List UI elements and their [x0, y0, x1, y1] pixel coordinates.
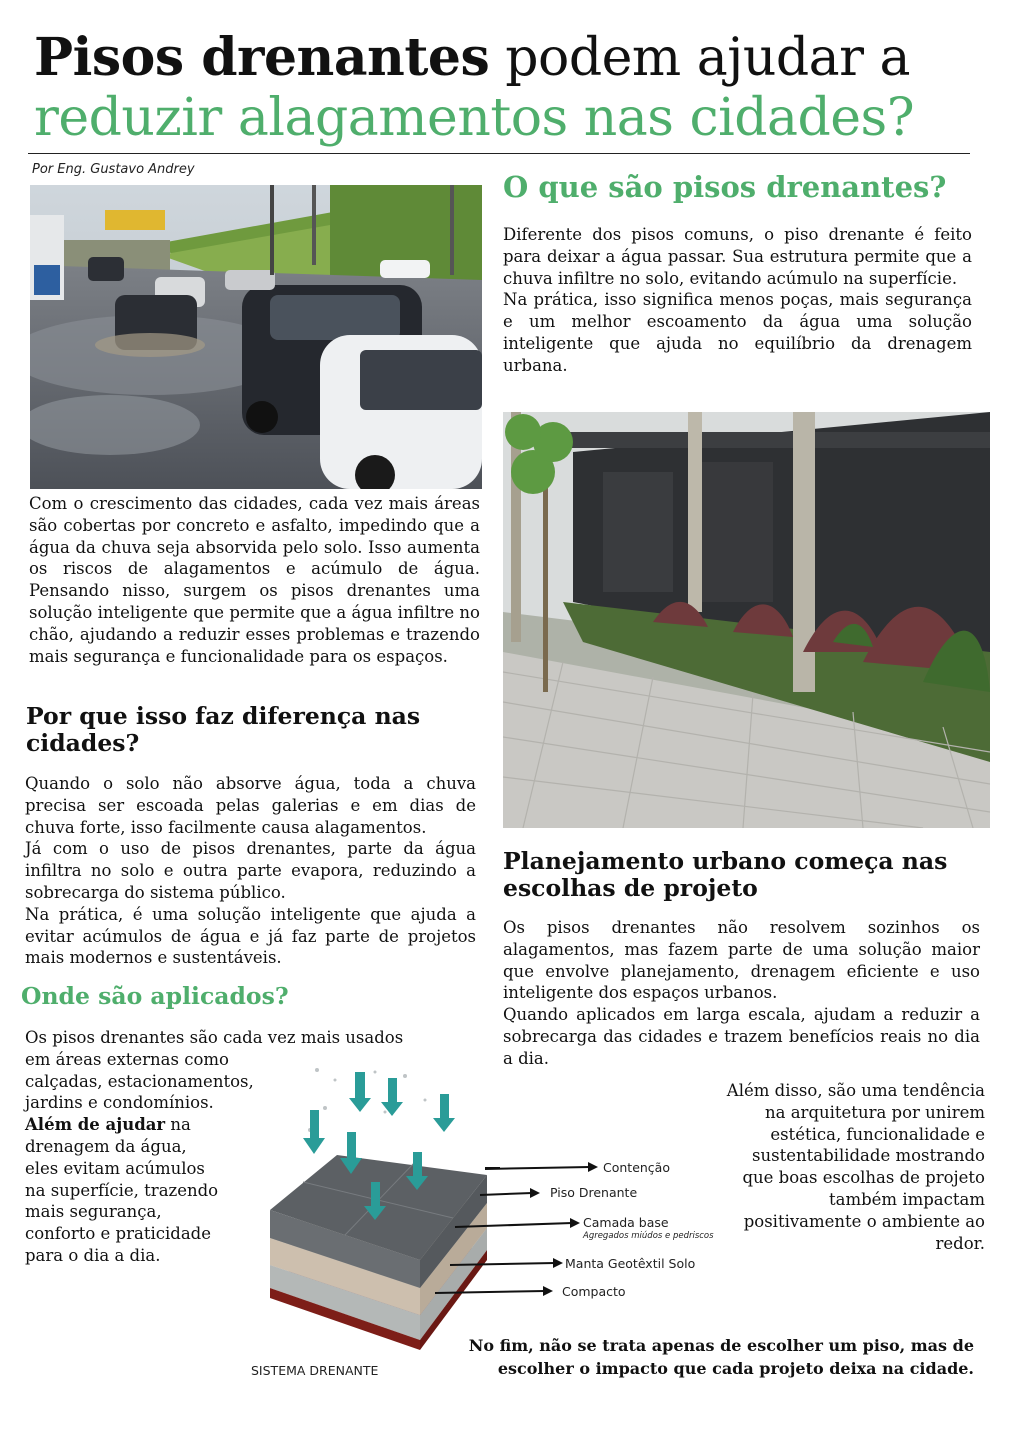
title-divider	[28, 153, 970, 154]
why-paragraph-2: Já com o uso de pisos drenantes, parte da água infiltra no solo e outra parte evapora, reduzindo a sobrecarga do sistema público.	[25, 839, 476, 902]
aside-line: também impactam	[828, 1189, 985, 1209]
heading-what-are: O que são pisos drenantes?	[503, 170, 947, 204]
label-contencao: Contenção	[603, 1160, 670, 1175]
where-line: em áreas externas como	[25, 1049, 229, 1069]
heading-urban-planning: Planejamento urbano começa nas escolhas de projeto	[503, 847, 948, 902]
closing-line-1: No fim, não se trata apenas de escolher um piso, mas de	[468, 1336, 974, 1355]
aside-line: Além disso, são uma tendência	[726, 1081, 985, 1100]
label-camada-base-sub: Agregados miúdos e pedriscos	[583, 1231, 714, 1241]
where-line: conforto e praticidade	[25, 1224, 211, 1244]
where-line: drenagem da água,	[25, 1136, 187, 1156]
author-byline: Por Eng. Gustavo Andrey	[32, 162, 195, 177]
planning-paragraph-1: Os pisos drenantes não resolvem sozinhos os alagamentos, mas fazem parte de uma solução maior que envolve planejamento, drenagem eficiente e uso inteligente dos espaços urbanos.	[503, 918, 980, 1003]
diagram-leader-lines	[420, 1155, 610, 1300]
trend-aside	[695, 1080, 985, 1254]
heading-why-matters: Por que isso faz diferença nas cidades?	[26, 702, 421, 757]
where-line: calçadas, estacionamentos,	[25, 1071, 254, 1091]
why-paragraph-1: Quando o solo não absorve água, toda a chuva precisa ser escoada pelas galerias e em dias de chuva forte, isso facilmente causa alagamentos.	[25, 774, 476, 837]
what-are-paragraph-2: Na prática, isso significa menos poças, mais segurança e um melhor escoamento da água uma solução inteligente que ajuda no equilíbrio da drenagem urbana.	[503, 290, 972, 375]
what-are-paragraph-1: Diferente dos pisos comuns, o piso drenante é feito para deixar a água passar. Sua estrutura permite que a chuva infiltre no solo, evitando acúmulo na superfície.	[503, 225, 972, 288]
label-camada-base: Camada base	[583, 1215, 669, 1230]
where-line: Além de ajudar na	[25, 1115, 191, 1135]
aside-line: na arquitetura por unirem	[765, 1102, 985, 1122]
aside-line: que boas escolhas de projeto	[742, 1168, 985, 1188]
label-compacto: Compacto	[562, 1284, 626, 1299]
intro-paragraph: Com o crescimento das cidades, cada vez mais áreas são cobertas por concreto e asfalto, impedindo que a água da chuva seja absorvida pelo solo. Isso aumenta os riscos de alagamentos e acúmulo de água. Pensando nisso, surgem os pisos drenantes uma solução inteligente que permite que a água infiltre no chão, ajudando a reduzir esses problemas e trazendo mais segurança e funcionalidade para os espaços.	[29, 494, 480, 666]
urban-planning-text	[503, 917, 980, 1070]
diagram-caption: SISTEMA DRENANTE	[251, 1363, 379, 1378]
page-title-line2: reduzir alagamentos nas cidades?	[34, 88, 915, 148]
label-piso-drenante: Piso Drenante	[550, 1185, 638, 1200]
where-line: jardins e condomínios.	[25, 1093, 214, 1113]
aside-line: positivamente o ambiente ao	[743, 1211, 985, 1231]
where-line: na superfície, trazendo	[25, 1180, 219, 1200]
heading-where-applied: Onde são aplicados?	[21, 982, 289, 1010]
planning-paragraph-2: Quando aplicados em larga escala, ajudam a reduzir a sobrecarga das cidades e trazem benefícios reais no dia a dia.	[503, 1005, 980, 1068]
closing-statement	[454, 1334, 974, 1380]
where-line: para o dia a dia.	[25, 1245, 161, 1265]
sidewalk-photo	[503, 412, 990, 828]
page-title: Pisos drenantes podem ajudar a	[34, 27, 911, 88]
closing-line-2: escolher o impacto que cada projeto deixa na cidade.	[497, 1359, 974, 1378]
aside-line: sustentabilidade mostrando	[752, 1146, 985, 1166]
aside-line: estética, funcionalidade e	[770, 1124, 985, 1144]
where-line: eles evitam acúmulos	[25, 1158, 205, 1178]
where-line: mais segurança,	[25, 1202, 162, 1222]
what-are-text	[503, 224, 972, 377]
why-paragraph-3: Na prática, é uma solução inteligente que ajuda a evitar acúmulos de água e já faz parte de projetos mais modernos e sustentáveis.	[25, 904, 476, 968]
label-manta: Manta Geotêxtil Solo	[565, 1256, 696, 1271]
aside-line: redor.	[935, 1233, 985, 1253]
flooded-street-photo	[30, 185, 482, 489]
where-line: Os pisos drenantes são cada vez mais usados	[25, 1028, 404, 1047]
why-matters-text	[25, 773, 476, 969]
